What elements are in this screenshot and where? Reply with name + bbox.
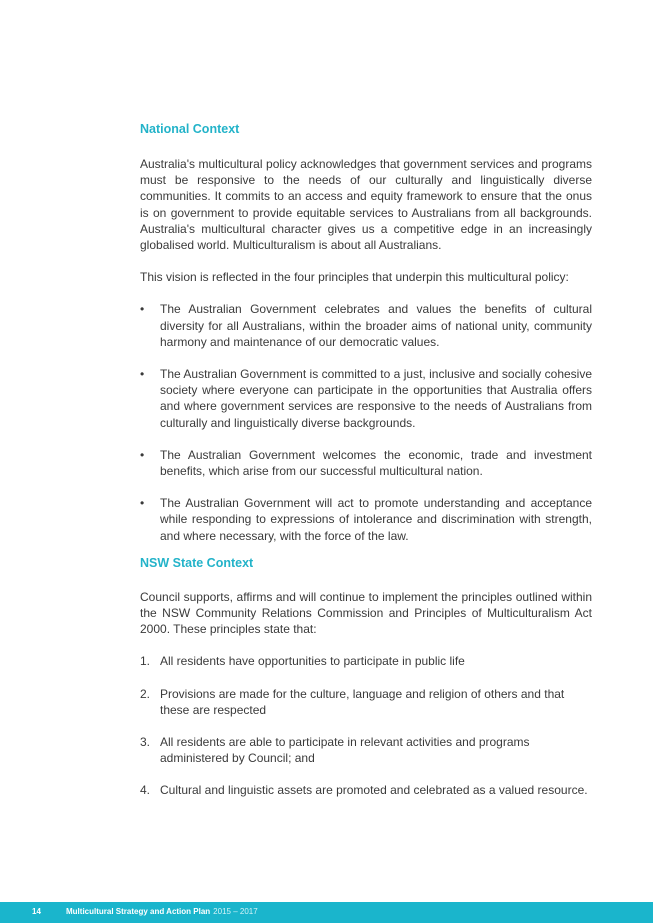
numbered-item — [140, 782, 592, 798]
item-number: 1. — [140, 654, 151, 669]
principle-item — [140, 495, 592, 544]
principle-item — [140, 366, 592, 431]
item-text: Cultural and linguistic assets are promoted and celebrated as a valued resource. — [160, 783, 588, 798]
nsw-state-context-paragraph: Council supports, affirms and will continue to implement the principles outlined within the NSW Community Relations Commission and Principles of Multiculturalism Act 2000. These principles state that: — [140, 589, 592, 637]
principle-item — [140, 447, 592, 479]
bullet-icon: • — [140, 302, 145, 317]
item-text: Provisions are made for the culture, language and religion of others and that these are respected — [160, 686, 565, 717]
principle-text: The Australian Government is committed to a just, inclusive and socially cohesive society where everyone can participate in the opportunities that Australia offers and where government services are responsive to the needs of Australians from culturally and linguistically diverse backgrounds. — [160, 367, 592, 430]
national-context-heading: National Context — [140, 122, 240, 136]
numbered-item — [140, 653, 592, 669]
nsw-state-context-heading: NSW State Context — [140, 555, 254, 570]
item-number: 2. — [140, 686, 151, 701]
principles-list — [140, 301, 592, 543]
numbered-item — [140, 686, 592, 718]
numbered-item — [140, 734, 592, 766]
item-number: 3. — [140, 735, 151, 750]
national-context-paragraph-2: This vision is reflected in the four principles that underpin this multicultural policy: — [140, 270, 569, 285]
footer-title — [66, 907, 258, 916]
item-text: All residents are able to participate in relevant activities and programs administered by Council; and — [160, 735, 530, 766]
principle-text: The Australian Government celebrates and values the benefits of cultural diversity for all Australians, within the broader aims of national unity, community harmony and maintenance of our democratic values. — [160, 302, 592, 349]
item-number: 4. — [140, 783, 151, 798]
bullet-icon: • — [140, 367, 145, 382]
footer-bar — [0, 902, 653, 923]
nsw-principles-list — [140, 653, 592, 798]
national-context-paragraph-1: Australia's multicultural policy acknowledges that government services and programs must be responsive to the needs of our culturally and linguistically diverse communities. It commits to an access and equity framework to ensure that the onus is on government to provide equitable services to Australians from all backgrounds. Australia's multicultural character gives us a competitive edge in an increasingly globalised world. Multiculturalism is about all Australians. — [140, 157, 592, 253]
document-title: Multicultural Strategy and Action Plan — [66, 907, 211, 916]
page-content — [140, 122, 592, 815]
principle-item — [140, 301, 592, 350]
document-years: 2015 – 2017 — [213, 907, 258, 916]
bullet-icon: • — [140, 447, 145, 462]
bullet-icon: • — [140, 496, 145, 511]
page-number: 14 — [32, 907, 41, 916]
principle-text: The Australian Government welcomes the economic, trade and investment benefits, which arise from our successful multicultural nation. — [160, 447, 592, 479]
principle-text: The Australian Government will act to promote understanding and acceptance while responding to expressions of intolerance and discrimination with strength, and where necessary, with the force of the law. — [160, 496, 592, 543]
item-text: All residents have opportunities to participate in public life — [160, 654, 465, 669]
